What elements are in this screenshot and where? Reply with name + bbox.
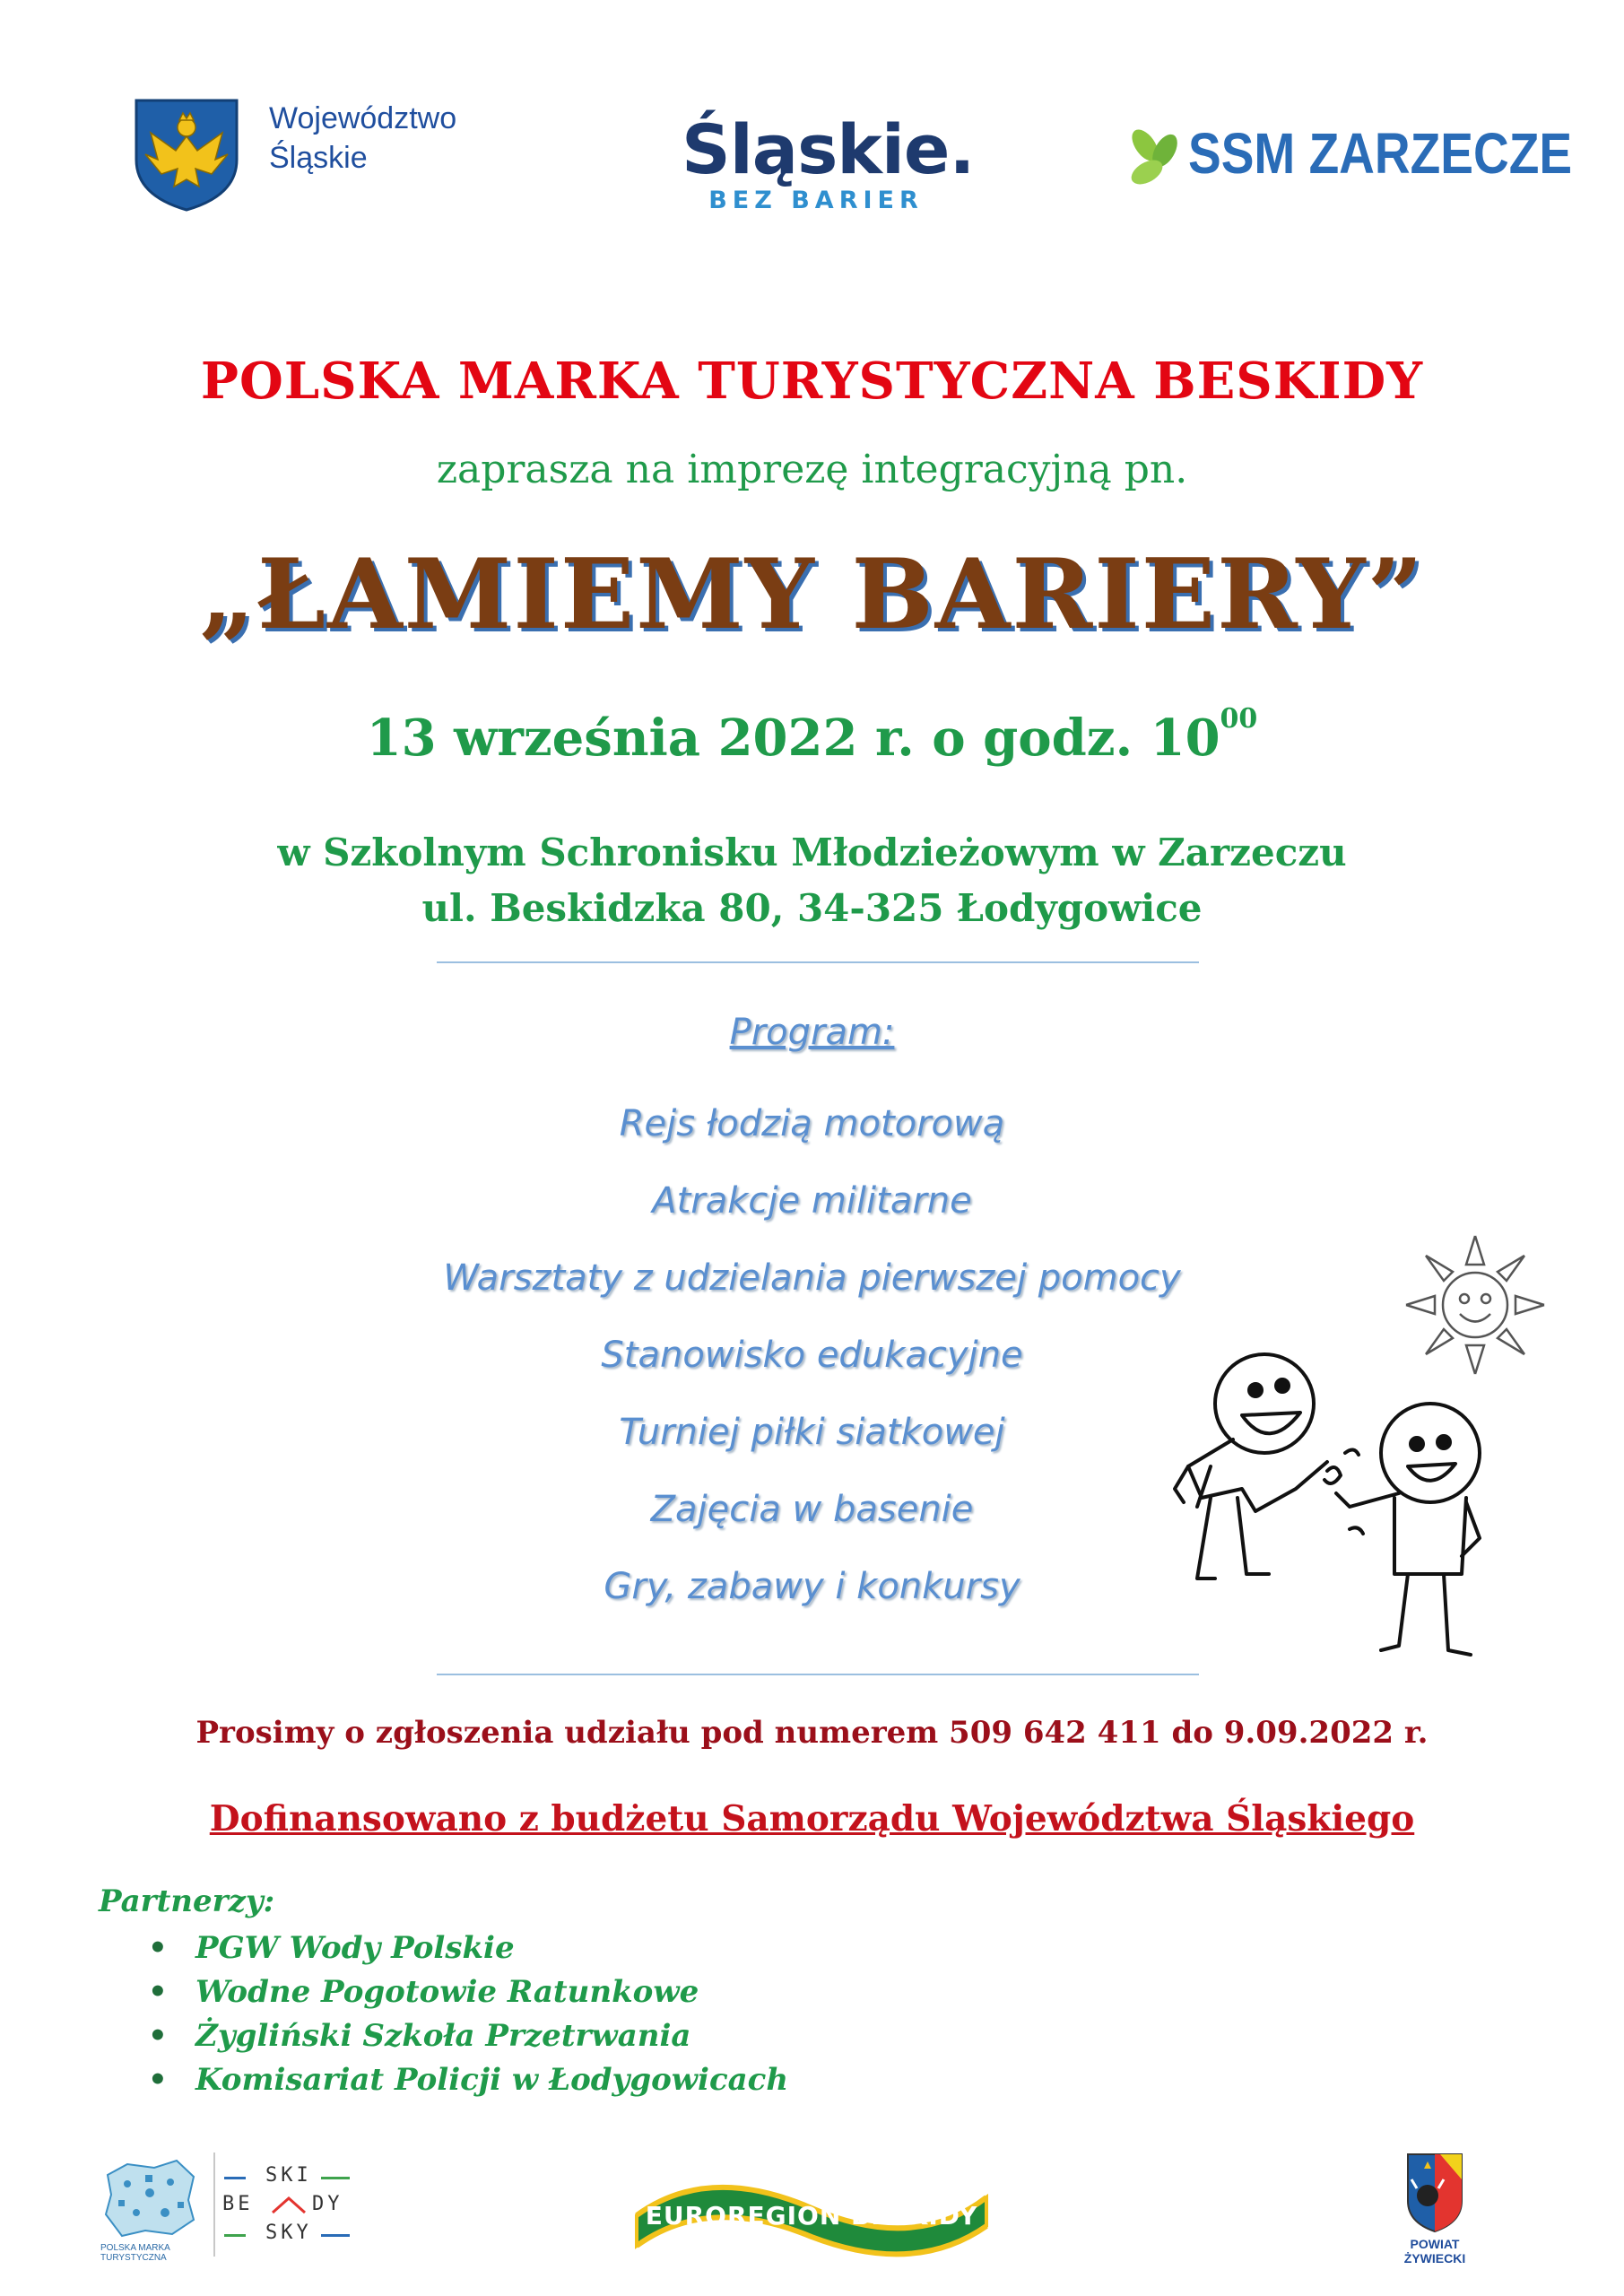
mountain-icon <box>271 2195 307 2214</box>
euroregion-beskidy-logo <box>628 2161 995 2269</box>
divider-top <box>437 961 1199 963</box>
beskidy-logo <box>222 2164 357 2250</box>
event-name: „ŁAMIEMY BARIERY” <box>199 538 1425 651</box>
program-item: Turniej piłki siatkowej <box>619 1412 1005 1453</box>
organizer-title: POLSKA MARKA TURYSTYCZNA BESKIDY <box>200 352 1424 411</box>
woj-line2: Śląskie <box>269 141 368 175</box>
venue-line2: ul. Beskidzka 80, 34-325 Łodygowice <box>421 886 1203 930</box>
venue <box>0 825 1624 936</box>
registration-note: Prosimy o zgłoszenia udziału pod numerem 509 642 411 do 9.09.2022 r. <box>195 1715 1429 1751</box>
program-item: Rejs łodzią motorową <box>619 1103 1005 1144</box>
program-item: Atrakcje militarne <box>652 1180 972 1222</box>
partner-item: • PGW Wody Polskie <box>99 1926 788 1970</box>
stick-figures-illustration <box>1170 1345 1529 1686</box>
slaskie-bez-barier-logo <box>682 109 975 220</box>
program-item: Zajęcia w basenie <box>650 1489 974 1530</box>
beskidy-ski: SKI <box>265 2164 312 2187</box>
map-icon <box>100 2157 199 2239</box>
partners-heading: Partnerzy: <box>99 1883 275 1919</box>
eagle-crest-icon <box>133 97 240 212</box>
wave-line-2 <box>321 2234 350 2237</box>
powiat-caption: POWIAT ŻYWIECKI <box>1403 2237 1466 2266</box>
program-item: Gry, zabawy i konkursy <box>604 1566 1020 1607</box>
beskidy-sky: SKY <box>265 2222 312 2244</box>
partners-list <box>99 1926 788 2102</box>
slaskie-logo-text: Śląskie. <box>682 109 975 189</box>
beskidy-be: BE <box>222 2193 254 2215</box>
funding-note: Dofinansowano z budżetu Samorządu Województwa Śląskiego <box>209 1798 1415 1839</box>
powiat-crest-icon <box>1406 2152 1463 2233</box>
venue-line1: w Szkolnym Schronisku Młodzieżowym w Zarzeczu <box>277 831 1347 874</box>
program-item: Warsztaty z udzielania pierwszej pomocy <box>443 1257 1181 1299</box>
leaf-icon <box>1125 124 1185 192</box>
wojewodztwo-slaskie-logo <box>133 97 473 213</box>
woj-line1: Województwo <box>269 101 457 135</box>
divider-bottom <box>437 1674 1199 1675</box>
pmt-logo <box>100 2157 199 2263</box>
beskidy-dy: DY <box>312 2193 343 2215</box>
pmt-caption: POLSKA MARKA TURYSTYCZNA <box>100 2243 170 2263</box>
program-heading: Program: <box>729 1012 895 1053</box>
invite-line: zaprasza na imprezę integracyjną pn. <box>436 447 1188 492</box>
euroregion-text: EUROREGION BESKIDY <box>645 2201 978 2231</box>
event-time-superscript: 00 <box>1220 703 1258 735</box>
partner-item: • Żygliński Szkoła Przetrwania <box>99 2014 788 2058</box>
event-date-text: 13 września 2022 r. o godz. 10 <box>366 709 1220 768</box>
partner-item: • Wodne Pogotowie Ratunkowe <box>99 1970 788 2014</box>
wave-line <box>224 2177 246 2179</box>
grass-line-2 <box>224 2234 246 2237</box>
partner-item: • Komisariat Policji w Łodygowicach <box>99 2058 788 2102</box>
ssm-zarzecze-text: SSM ZARZECZE <box>1188 121 1573 186</box>
event-date <box>0 703 1624 768</box>
bez-barier-text: BEZ BARIER <box>708 187 924 214</box>
partners <box>99 1882 788 2102</box>
footer-separator <box>213 2152 215 2257</box>
ssm-zarzecze-logo <box>1125 117 1573 197</box>
program-item: Stanowisko edukacyjne <box>601 1335 1023 1376</box>
powiat-zywiecki-logo <box>1381 2152 1489 2274</box>
grass-line <box>321 2177 350 2179</box>
